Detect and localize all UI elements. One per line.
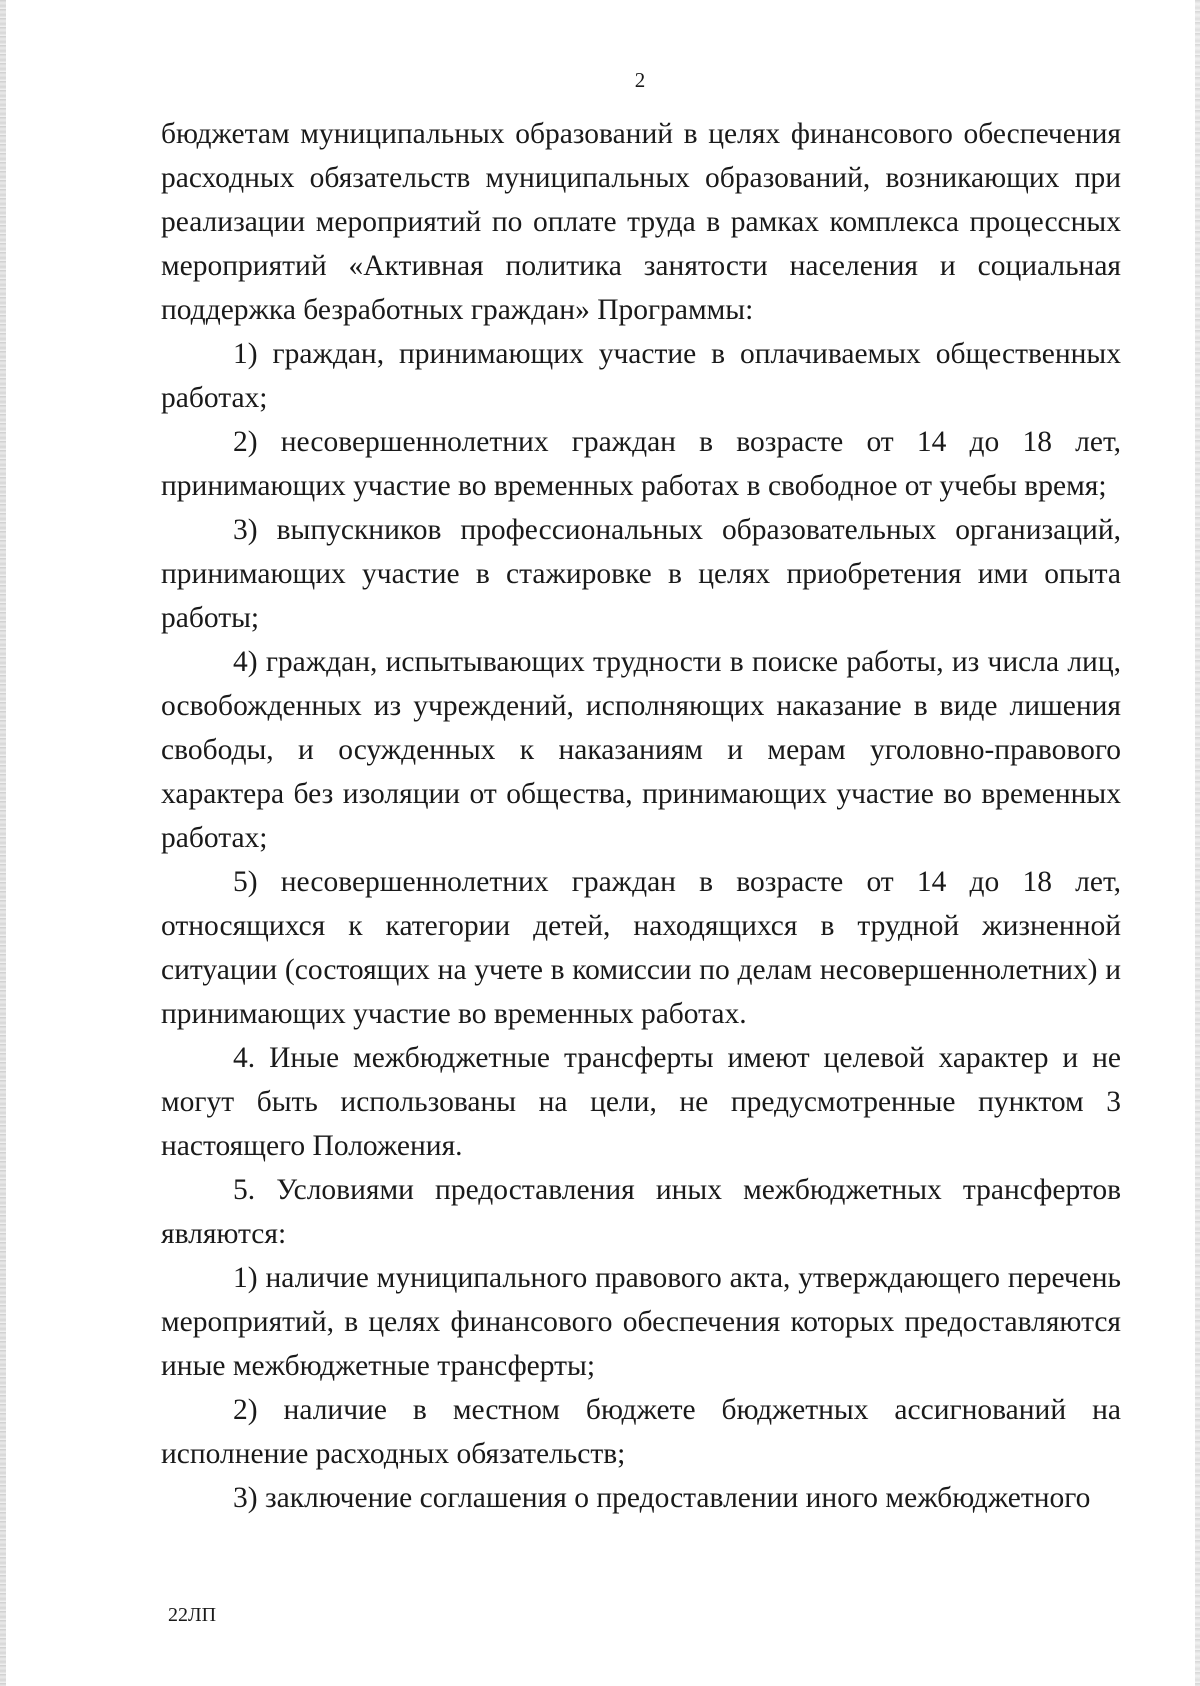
paragraph-condition-2: 2) наличие в местном бюджете бюджетных ассигнований на исполнение расходных обязательств; (161, 1394, 1121, 1470)
paragraph-clause-4: 4. Иные межбюджетные трансферты имеют целевой характер и не могут быть использованы на цели, не предусмотренные пунктом 3 настоящего Положения. (161, 1042, 1121, 1162)
paragraph-clause-5: 5. Условиями предоставления иных межбюджетных трансфертов являются: (161, 1174, 1121, 1250)
paragraph-item-2: 2) несовершеннолетних граждан в возрасте от 14 до 18 лет, принимающих участие во временных работах в свободное от учебы время; (161, 426, 1121, 502)
scan-edge-left (0, 0, 6, 1686)
paragraph-item-4: 4) граждан, испытывающих трудности в поиске работы, из числа лиц, освобожденных из учреждений, исполняющих наказание в виде лишения свободы, и осужденных к наказаниям и мерам уголовно-правового характера без изоляции от общества, принимающих участие во временных работах; (161, 646, 1121, 854)
paragraph-item-1: 1) граждан, принимающих участие в оплачиваемых общественных работах; (161, 338, 1121, 414)
paragraph-item-3: 3) выпускников профессиональных образовательных организаций, принимающих участие в стажировке в целях приобретения ими опыта работы; (161, 514, 1121, 634)
paragraph-condition-3: 3) заключение соглашения о предоставлении иного межбюджетного (233, 1482, 1091, 1514)
scan-edge-right (1195, 0, 1200, 1686)
paragraph-continuation: бюджетам муниципальных образований в целях финансового обеспечения расходных обязательств муниципальных образований, возникающих при реализации мероприятий по оплате труда в рамках комплекса процессных мероприятий «Активная политика занятости населения и социальная поддержка безработных граждан» Программы: (161, 118, 1121, 326)
page-number: 2 (634, 68, 646, 92)
paragraph-condition-1: 1) наличие муниципального правового акта, утверждающего перечень мероприятий, в целях финансового обеспечения которых предоставляются иные межбюджетные трансферты; (161, 1262, 1121, 1382)
document-code: 22ЛП (168, 1604, 217, 1626)
document-body (161, 112, 1121, 1520)
paragraph-item-5: 5) несовершеннолетних граждан в возрасте от 14 до 18 лет, относящихся к категории детей, находящихся в трудной жизненной ситуации (состоящих на учете в комиссии по делам несовершеннолетних) и принимающих участие во временных работах. (161, 866, 1121, 1030)
